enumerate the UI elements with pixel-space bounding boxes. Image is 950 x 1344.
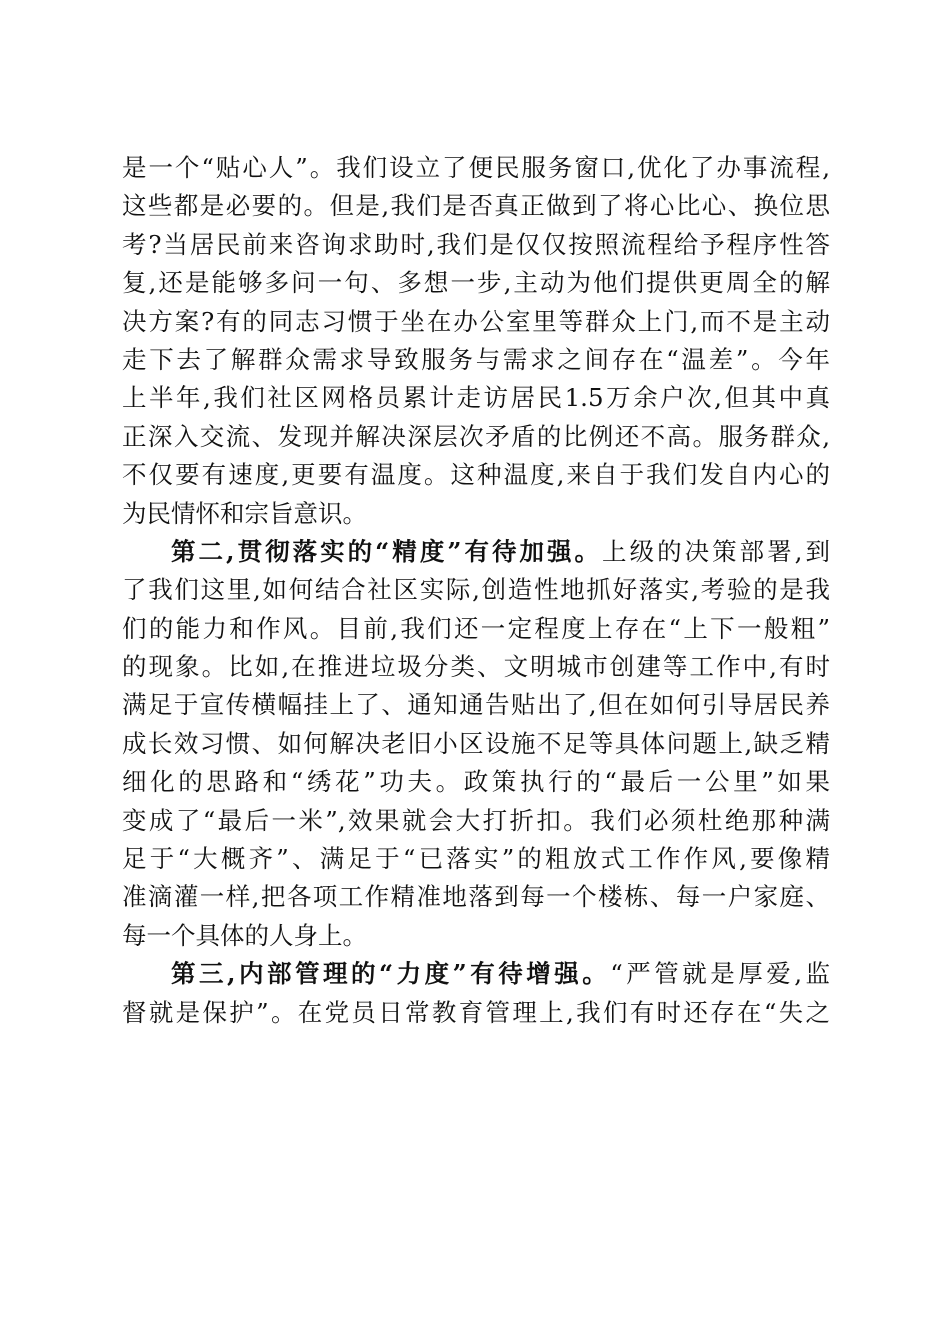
text-line: 准滴灌一样,把各项工作精准地落到每一个楼栋、每一户家庭、 <box>122 882 830 912</box>
text-line: 不仅要有速度,更要有温度。这种温度,来自于我们发自内心的 <box>122 460 830 490</box>
text-line: 变成了“最后一米”,效果就会大打折扣。我们必须杜绝那种满 <box>122 805 830 835</box>
text-line: 正深入交流、发现并解决深层次矛盾的比例还不高。服务群众, <box>122 421 830 451</box>
paragraph-3 <box>122 955 830 1032</box>
text-line: 这些都是必要的。但是,我们是否真正做到了将心比心、换位思 <box>122 191 830 221</box>
paragraph-first-line <box>122 533 830 571</box>
text-line: 们的能力和作风。目前,我们还一定程度上存在“上下一般粗” <box>122 613 830 643</box>
text-line: 上半年,我们社区网格员累计走访居民1.5万余户次,但其中真 <box>122 383 830 413</box>
text-run: “严管就是厚爱,监 <box>610 959 831 989</box>
text-line: 决方案?有的同志习惯于坐在办公室里等群众上门,而不是主动 <box>122 306 830 336</box>
text-line: 足于“大概齐”、满足于“已落实”的粗放式工作作风,要像精 <box>122 844 830 874</box>
text-line: 督就是保护”。在党员日常教育管理上,我们有时还存在“失之 <box>122 997 830 1027</box>
text-line: 走下去了解群众需求导致服务与需求之间存在“温差”。今年 <box>122 344 830 374</box>
text-line: 每一个具体的人身上。 <box>122 920 367 950</box>
paragraph-first-line <box>122 955 830 993</box>
section-heading: 第二,贯彻落实的“精度”有待加强。 <box>171 536 603 566</box>
paragraph-2 <box>122 533 830 955</box>
text-line: 细化的思路和“绣花”功夫。政策执行的“最后一公里”如果 <box>122 767 830 797</box>
text-line: 为民情怀和宗旨意识。 <box>122 498 367 528</box>
text-line: 满足于宣传横幅挂上了、通知通告贴出了,但在如何引导居民养 <box>122 690 830 720</box>
text-line: 是一个“贴心人”。我们设立了便民服务窗口,优化了办事流程, <box>122 153 830 182</box>
text-line: 成长效习惯、如何解决老旧小区设施不足等具体问题上,缺乏精 <box>122 728 830 758</box>
text-line: 考?当居民前来咨询求助时,我们是仅仅按照流程给予程序性答 <box>122 229 830 259</box>
document-body <box>122 149 830 1032</box>
text-line: 的现象。比如,在推进垃圾分类、文明城市创建等工作中,有时 <box>122 652 830 682</box>
text-run: 上级的决策部署,到 <box>602 536 830 566</box>
paragraph-1 <box>122 149 830 533</box>
section-heading: 第三,内部管理的“力度”有待增强。 <box>171 959 611 989</box>
text-line: 了我们这里,如何结合社区实际,创造性地抓好落实,考验的是我 <box>122 575 830 605</box>
text-line: 复,还是能够多问一句、多想一步,主动为他们提供更周全的解 <box>122 268 830 298</box>
